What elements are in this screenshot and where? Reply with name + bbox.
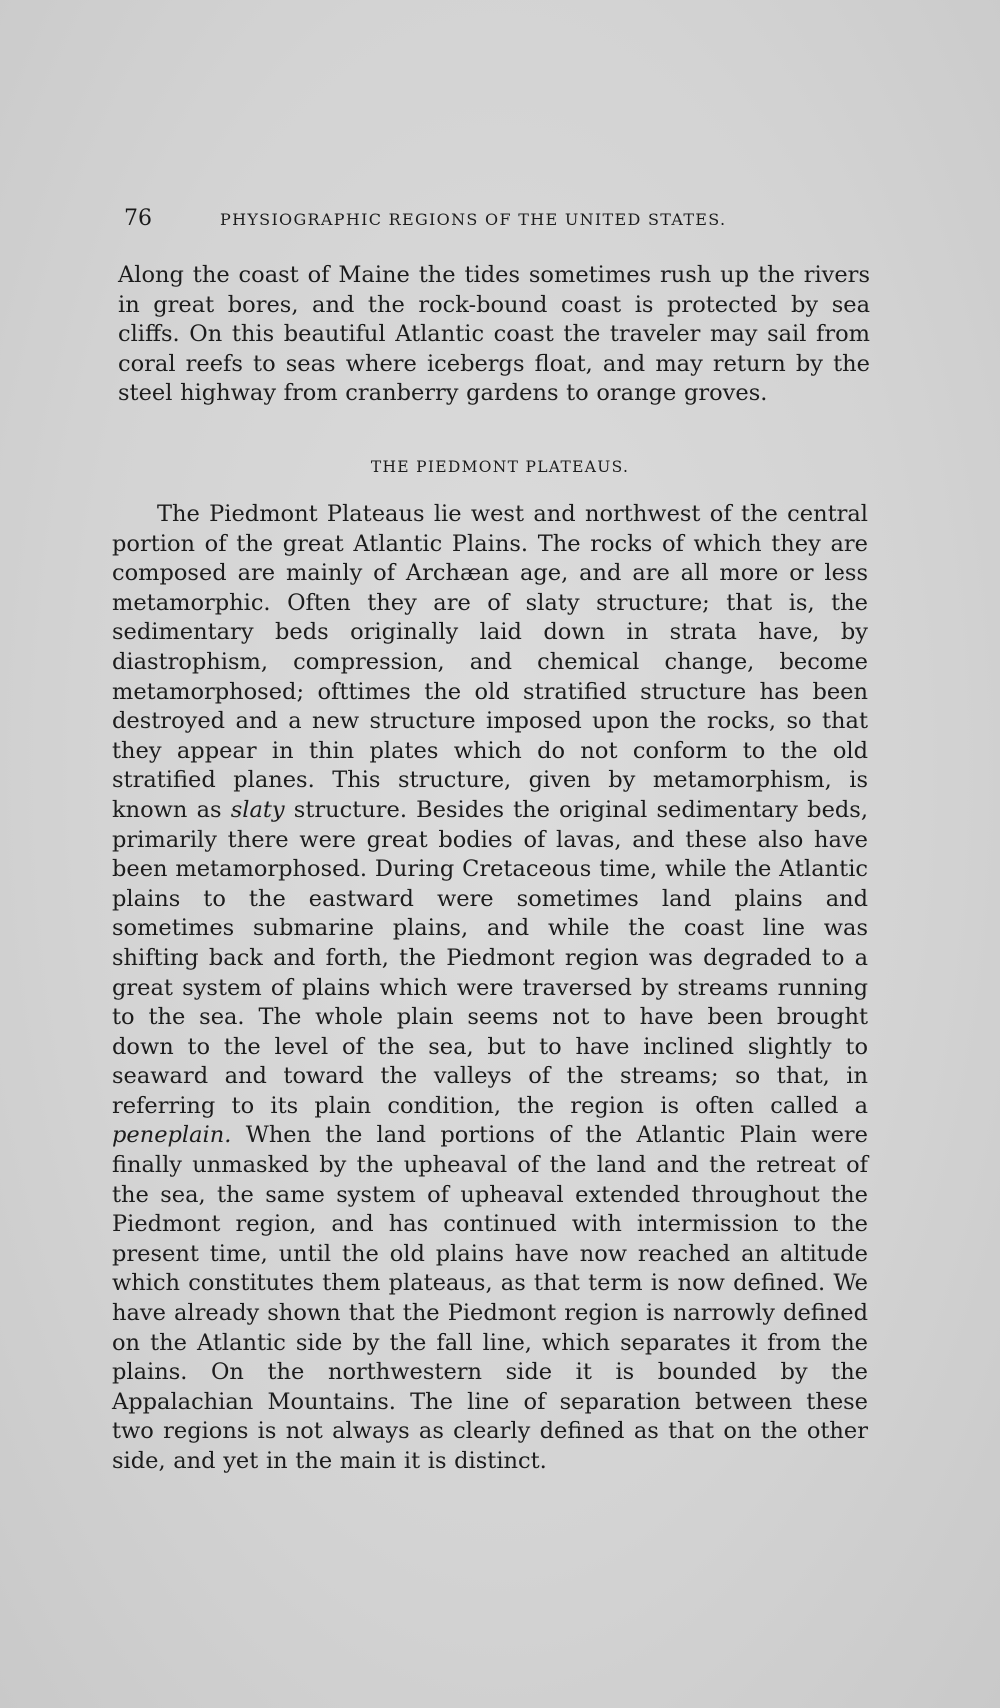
section-title: THE PIEDMONT PLATEAUS.: [370, 458, 630, 476]
paragraph-piedmont: [112, 500, 868, 1477]
paragraph-text-part-3: When the land portions of the Atlantic Plain were finally unmasked by the upheaval of the land and the retreat of the sea, the same system of upheaval extended throughout the Piedmont region, and has continued with intermission to the present time, until the old plains have now reached an altitude which constitutes them plateaus, as that term is now defined. We have already shown that the Piedmont region is narrowly defined on the Atlantic side by the fall line, which separates it from the plains. On the northwestern side it is bounded by the Appalachian Mountains. The line of separation between these two regions is not always as clearly defined as that on the other side, and yet in the main it is distinct.: [112, 1122, 868, 1474]
italic-term-peneplain: peneplain.: [112, 1122, 232, 1149]
paragraph-maine-coast: Along the coast of Maine the tides sometimes rush up the rivers in great bores, and the rock-bound coast is protected by sea cliffs. On this beautiful Atlantic coast the traveler may sail from coral reefs to seas where icebergs float, and may return by the steel highway from cranberry gardens to orange groves.: [118, 262, 870, 407]
running-head: PHYSIOGRAPHIC REGIONS OF THE UNITED STATES.: [220, 210, 727, 229]
page-header: [124, 204, 864, 234]
paragraph-text-part-2: structure. Besides the original sedimentary beds, primarily there were great bodies of lavas, and these also have been metamorphosed. During Cretaceous time, while the Atlantic plains to the eastward were sometimes land plains and sometimes submarine plains, and while the coast line was shifting back and forth, the Piedmont region was degraded to a great system of plains which were traversed by streams running to the sea. The whole plain seems not to have been brought down to the level of the sea, but to have inclined slightly to seaward and toward the valleys of the streams; so that, in referring to its plain condition, the region is often called a: [112, 796, 868, 1119]
italic-term-slaty: slaty: [230, 796, 285, 823]
paragraph-text-part-1: The Piedmont Plateaus lie west and northwest of the central portion of the great Atlantic Plains. The rocks of which they are composed are mainly of Archæan age, and are all more or less metamorphic. Often they are of slaty structure; that is, the sedimentary beds originally laid down in strata have, by diastrophism, compression, and chemical change, become metamorphosed; ofttimes the old stratified structure has been destroyed and a new structure imposed upon the rocks, so that they appear in thin plates which do not conform to the old stratified planes. This structure, given by metamorphism, is known as: [112, 501, 868, 823]
page-number: 76: [124, 206, 152, 231]
